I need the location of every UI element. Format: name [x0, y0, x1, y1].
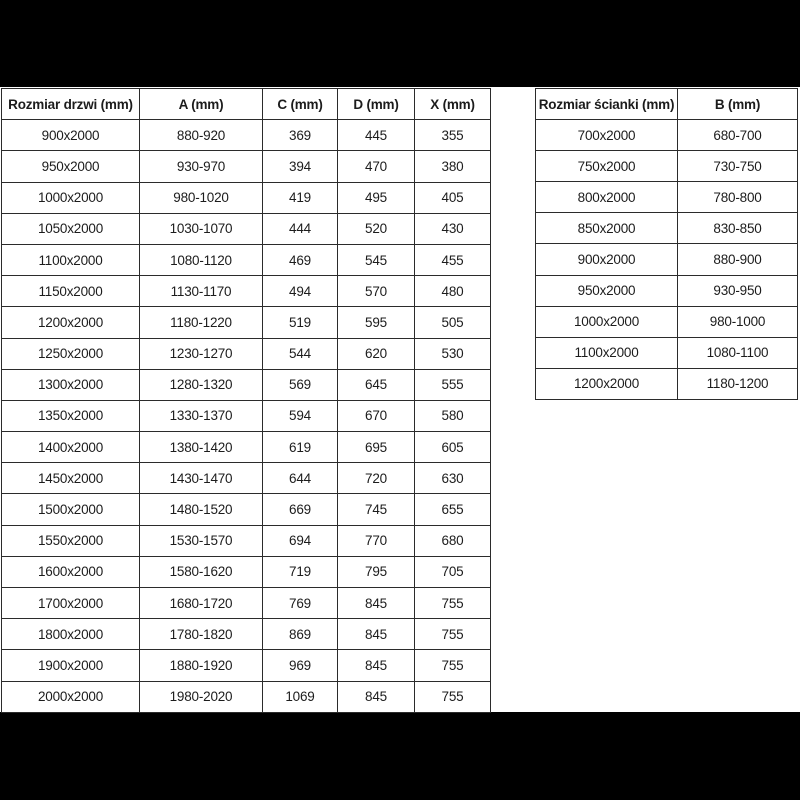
table-cell: 630 — [415, 463, 491, 494]
table-row — [536, 337, 798, 368]
table-cell: 780-800 — [678, 182, 798, 213]
table-cell: 1080-1100 — [678, 337, 798, 368]
table-cell: 950x2000 — [2, 151, 140, 182]
table-cell: 620 — [338, 338, 415, 369]
table-cell: 800x2000 — [536, 182, 678, 213]
table-cell: 655 — [415, 494, 491, 525]
table-cell: 430 — [415, 213, 491, 244]
table-cell: 1350x2000 — [2, 400, 140, 431]
table-cell: 900x2000 — [2, 120, 140, 151]
table-row — [536, 244, 798, 275]
table-cell: 494 — [263, 276, 338, 307]
table-cell: 1100x2000 — [536, 337, 678, 368]
table-cell: 1600x2000 — [2, 556, 140, 587]
table-cell: 1000x2000 — [2, 182, 140, 213]
table-cell: 1280-1320 — [140, 369, 263, 400]
table-cell: 595 — [338, 307, 415, 338]
table-row — [2, 182, 491, 213]
table-row — [2, 681, 491, 712]
table-cell: 580 — [415, 400, 491, 431]
table-cell: 1680-1720 — [140, 588, 263, 619]
table-cell: 1180-1220 — [140, 307, 263, 338]
table-cell: 670 — [338, 400, 415, 431]
table-cell: 730-750 — [678, 151, 798, 182]
table-cell: 1000x2000 — [536, 306, 678, 337]
table-row — [2, 307, 491, 338]
table-cell: 719 — [263, 556, 338, 587]
table-cell: 700x2000 — [536, 120, 678, 151]
table-cell: 1100x2000 — [2, 244, 140, 275]
table-cell: 845 — [338, 650, 415, 681]
table-cell: 569 — [263, 369, 338, 400]
table-cell: 720 — [338, 463, 415, 494]
table-row — [2, 276, 491, 307]
table-cell: 969 — [263, 650, 338, 681]
table-row — [2, 120, 491, 151]
table-row — [536, 306, 798, 337]
table-cell: 755 — [415, 650, 491, 681]
table-cell: 1230-1270 — [140, 338, 263, 369]
table-cell: 869 — [263, 619, 338, 650]
table-cell: 519 — [263, 307, 338, 338]
column-header: B (mm) — [678, 89, 798, 120]
table-cell: 394 — [263, 151, 338, 182]
table-row — [2, 619, 491, 650]
table-cell: 845 — [338, 588, 415, 619]
column-header: C (mm) — [263, 89, 338, 120]
table-cell: 469 — [263, 244, 338, 275]
table-row — [536, 151, 798, 182]
table-cell: 705 — [415, 556, 491, 587]
table-cell: 1050x2000 — [2, 213, 140, 244]
table-cell: 495 — [338, 182, 415, 213]
table-cell: 680-700 — [678, 120, 798, 151]
table-cell: 880-900 — [678, 244, 798, 275]
table-cell: 2000x2000 — [2, 681, 140, 712]
table-cell: 1880-1920 — [140, 650, 263, 681]
table-row — [2, 213, 491, 244]
table-cell: 1980-2020 — [140, 681, 263, 712]
table-cell: 880-920 — [140, 120, 263, 151]
table-cell: 544 — [263, 338, 338, 369]
table-cell: 845 — [338, 681, 415, 712]
table-cell: 695 — [338, 432, 415, 463]
column-header: Rozmiar drzwi (mm) — [2, 89, 140, 120]
table-cell: 470 — [338, 151, 415, 182]
table-cell: 930-950 — [678, 275, 798, 306]
column-header: A (mm) — [140, 89, 263, 120]
table-cell: 1430-1470 — [140, 463, 263, 494]
table-cell: 755 — [415, 588, 491, 619]
table-cell: 1700x2000 — [2, 588, 140, 619]
table-row — [536, 275, 798, 306]
door-table-header-row — [2, 89, 491, 120]
table-cell: 369 — [263, 120, 338, 151]
table-cell: 545 — [338, 244, 415, 275]
table-cell: 745 — [338, 494, 415, 525]
table-row — [536, 213, 798, 244]
table-cell: 795 — [338, 556, 415, 587]
table-cell: 755 — [415, 619, 491, 650]
table-row — [2, 650, 491, 681]
wall-table-header-row — [536, 89, 798, 120]
table-row — [2, 463, 491, 494]
table-cell: 900x2000 — [536, 244, 678, 275]
wall-size-table — [535, 88, 798, 400]
table-cell: 1530-1570 — [140, 525, 263, 556]
table-cell: 405 — [415, 182, 491, 213]
column-header: X (mm) — [415, 89, 491, 120]
table-cell: 605 — [415, 432, 491, 463]
table-cell: 355 — [415, 120, 491, 151]
table-cell: 644 — [263, 463, 338, 494]
table-cell: 680 — [415, 525, 491, 556]
table-cell: 445 — [338, 120, 415, 151]
table-cell: 770 — [338, 525, 415, 556]
table-cell: 645 — [338, 369, 415, 400]
door-size-table — [1, 88, 491, 713]
table-cell: 419 — [263, 182, 338, 213]
table-row — [2, 432, 491, 463]
table-cell: 1200x2000 — [2, 307, 140, 338]
table-cell: 1500x2000 — [2, 494, 140, 525]
table-cell: 1450x2000 — [2, 463, 140, 494]
table-cell: 1200x2000 — [536, 368, 678, 399]
table-row — [536, 120, 798, 151]
table-cell: 830-850 — [678, 213, 798, 244]
table-cell: 1330-1370 — [140, 400, 263, 431]
column-header: Rozmiar ścianki (mm) — [536, 89, 678, 120]
table-row — [536, 368, 798, 399]
table-cell: 570 — [338, 276, 415, 307]
table-cell: 1800x2000 — [2, 619, 140, 650]
table-cell: 980-1000 — [678, 306, 798, 337]
table-cell: 769 — [263, 588, 338, 619]
table-cell: 480 — [415, 276, 491, 307]
table-cell: 1030-1070 — [140, 213, 263, 244]
table-cell: 1150x2000 — [2, 276, 140, 307]
table-cell: 1780-1820 — [140, 619, 263, 650]
table-cell: 1130-1170 — [140, 276, 263, 307]
table-row — [2, 369, 491, 400]
table-cell: 755 — [415, 681, 491, 712]
table-row — [2, 151, 491, 182]
table-cell: 1069 — [263, 681, 338, 712]
table-row — [2, 525, 491, 556]
table-cell: 1080-1120 — [140, 244, 263, 275]
table-cell: 930-970 — [140, 151, 263, 182]
column-header: D (mm) — [338, 89, 415, 120]
table-cell: 505 — [415, 307, 491, 338]
table-cell: 1250x2000 — [2, 338, 140, 369]
table-cell: 750x2000 — [536, 151, 678, 182]
table-cell: 669 — [263, 494, 338, 525]
table-cell: 850x2000 — [536, 213, 678, 244]
table-cell: 1380-1420 — [140, 432, 263, 463]
table-cell: 1300x2000 — [2, 369, 140, 400]
table-cell: 594 — [263, 400, 338, 431]
table-cell: 455 — [415, 244, 491, 275]
table-cell: 530 — [415, 338, 491, 369]
table-cell: 694 — [263, 525, 338, 556]
table-cell: 1180-1200 — [678, 368, 798, 399]
table-row — [2, 588, 491, 619]
table-cell: 520 — [338, 213, 415, 244]
table-cell: 555 — [415, 369, 491, 400]
table-cell: 444 — [263, 213, 338, 244]
table-cell: 619 — [263, 432, 338, 463]
table-cell: 1480-1520 — [140, 494, 263, 525]
table-cell: 1900x2000 — [2, 650, 140, 681]
table-cell: 380 — [415, 151, 491, 182]
table-cell: 1550x2000 — [2, 525, 140, 556]
table-row — [2, 494, 491, 525]
table-row — [536, 182, 798, 213]
table-row — [2, 400, 491, 431]
table-row — [2, 338, 491, 369]
table-cell: 980-1020 — [140, 182, 263, 213]
table-cell: 1580-1620 — [140, 556, 263, 587]
table-cell: 950x2000 — [536, 275, 678, 306]
table-cell: 845 — [338, 619, 415, 650]
table-cell: 1400x2000 — [2, 432, 140, 463]
table-row — [2, 556, 491, 587]
table-row — [2, 244, 491, 275]
